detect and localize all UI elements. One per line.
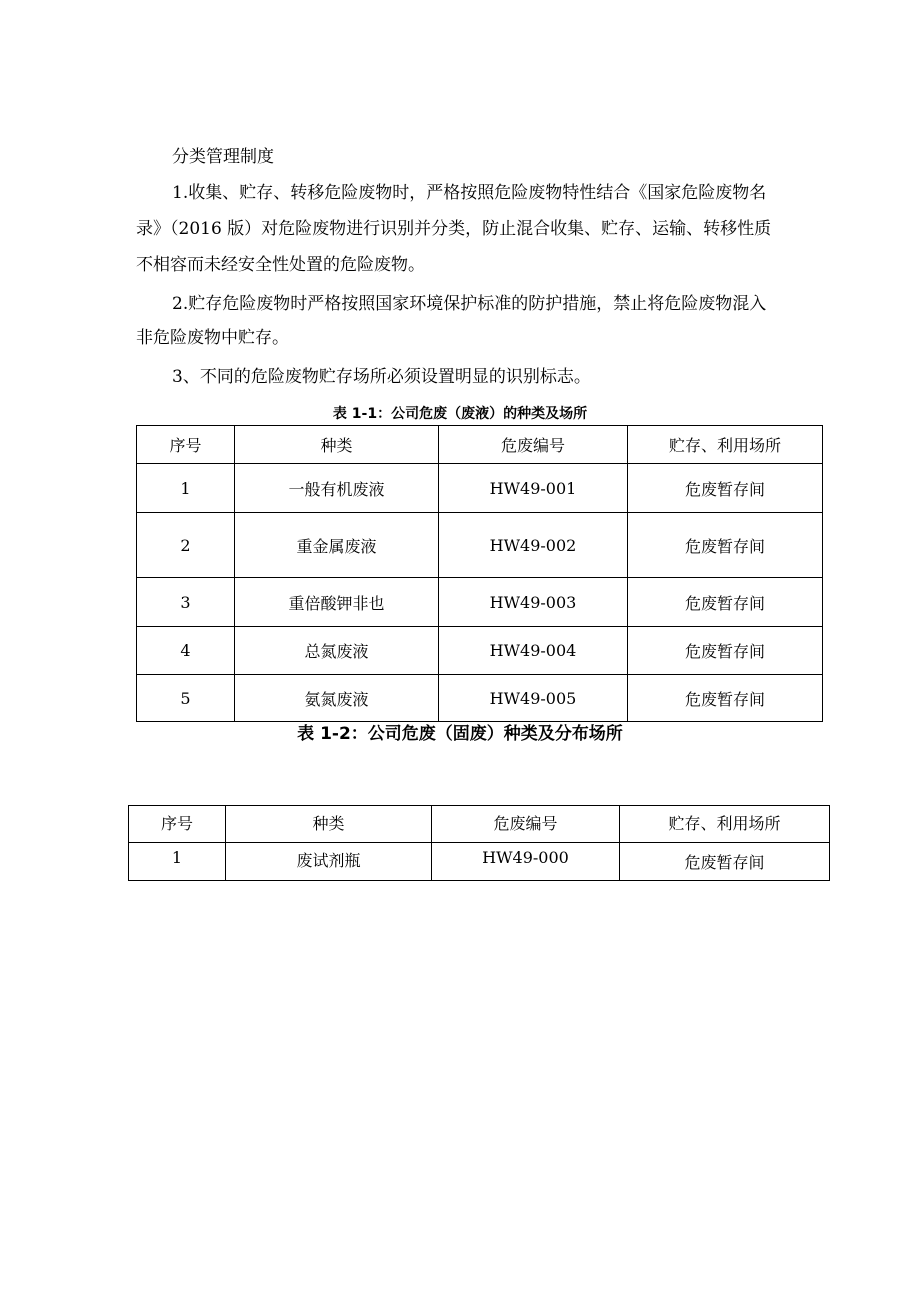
- waste-code-cell: HW49-000: [432, 843, 620, 881]
- hazardous-solid-waste-table: [128, 805, 830, 881]
- waste-code-cell: HW49-002: [439, 513, 628, 578]
- row-number-cell: 3: [137, 578, 235, 627]
- table-row: [137, 627, 823, 675]
- table-row: [137, 578, 823, 627]
- table-row: [137, 464, 823, 513]
- table-header-row: [137, 426, 823, 464]
- waste-type-cell: 重金属废液: [235, 513, 439, 578]
- header-cell: 贮存、利用场所: [628, 426, 823, 464]
- header-cell: 种类: [226, 806, 432, 843]
- hazardous-liquid-waste-table: [136, 425, 823, 722]
- table-header-row: [129, 806, 830, 843]
- header-cell: 种类: [235, 426, 439, 464]
- table-2-caption: 表 1-2：公司危废（固废）种类及分布场所: [297, 724, 623, 744]
- table-1-caption: 表 1-1：公司危废（废液）的种类及场所: [332, 406, 588, 422]
- row-number-cell: 2: [137, 513, 235, 578]
- header-cell: 贮存、利用场所: [620, 806, 830, 843]
- waste-code-cell: HW49-005: [439, 675, 628, 722]
- header-cell: 危废编号: [432, 806, 620, 843]
- row-number-cell: 1: [137, 464, 235, 513]
- header-cell: 序号: [129, 806, 226, 843]
- waste-type-cell: 废试剂瓶: [226, 843, 432, 881]
- storage-location-cell: 危废暂存间: [628, 464, 823, 513]
- rule-1-line-1: 1.收集、贮存、转移危险废物时，严格按照危险废物特性结合《国家危险废物名: [172, 183, 767, 203]
- section-heading: 分类管理制度: [172, 147, 274, 167]
- row-number-cell: 5: [137, 675, 235, 722]
- rule-3: 3、不同的危险废物贮存场所必须设置明显的识别标志。: [172, 367, 591, 387]
- rule-1-line-3: 不相容而未经安全性处置的危险废物。: [136, 255, 425, 275]
- table-row: [137, 675, 823, 722]
- storage-location-cell: 危废暂存间: [628, 675, 823, 722]
- row-number-cell: 1: [129, 843, 226, 881]
- storage-location-cell: 危废暂存间: [628, 513, 823, 578]
- waste-code-cell: HW49-003: [439, 578, 628, 627]
- waste-type-cell: 氨氮废液: [235, 675, 439, 722]
- waste-code-cell: HW49-001: [439, 464, 628, 513]
- table-row: [137, 513, 823, 578]
- waste-code-cell: HW49-004: [439, 627, 628, 675]
- storage-location-cell: 危废暂存间: [620, 843, 830, 881]
- waste-type-cell: 一般有机废液: [235, 464, 439, 513]
- storage-location-cell: 危废暂存间: [628, 627, 823, 675]
- rule-2-line-1: 2.贮存危险废物时严格按照国家环境保护标准的防护措施，禁止将危险废物混入: [172, 294, 767, 314]
- waste-type-cell: 重倍酸钾非也: [235, 578, 439, 627]
- storage-location-cell: 危废暂存间: [628, 578, 823, 627]
- table-row: [129, 843, 830, 881]
- header-cell: 序号: [137, 426, 235, 464]
- row-number-cell: 4: [137, 627, 235, 675]
- rule-1-line-2: 录》（2016 版）对危险废物进行识别并分类，防止混合收集、贮存、运输、转移性质: [136, 219, 772, 239]
- rule-2-line-2: 非危险废物中贮存。: [136, 328, 289, 348]
- header-cell: 危废编号: [439, 426, 628, 464]
- waste-type-cell: 总氮废液: [235, 627, 439, 675]
